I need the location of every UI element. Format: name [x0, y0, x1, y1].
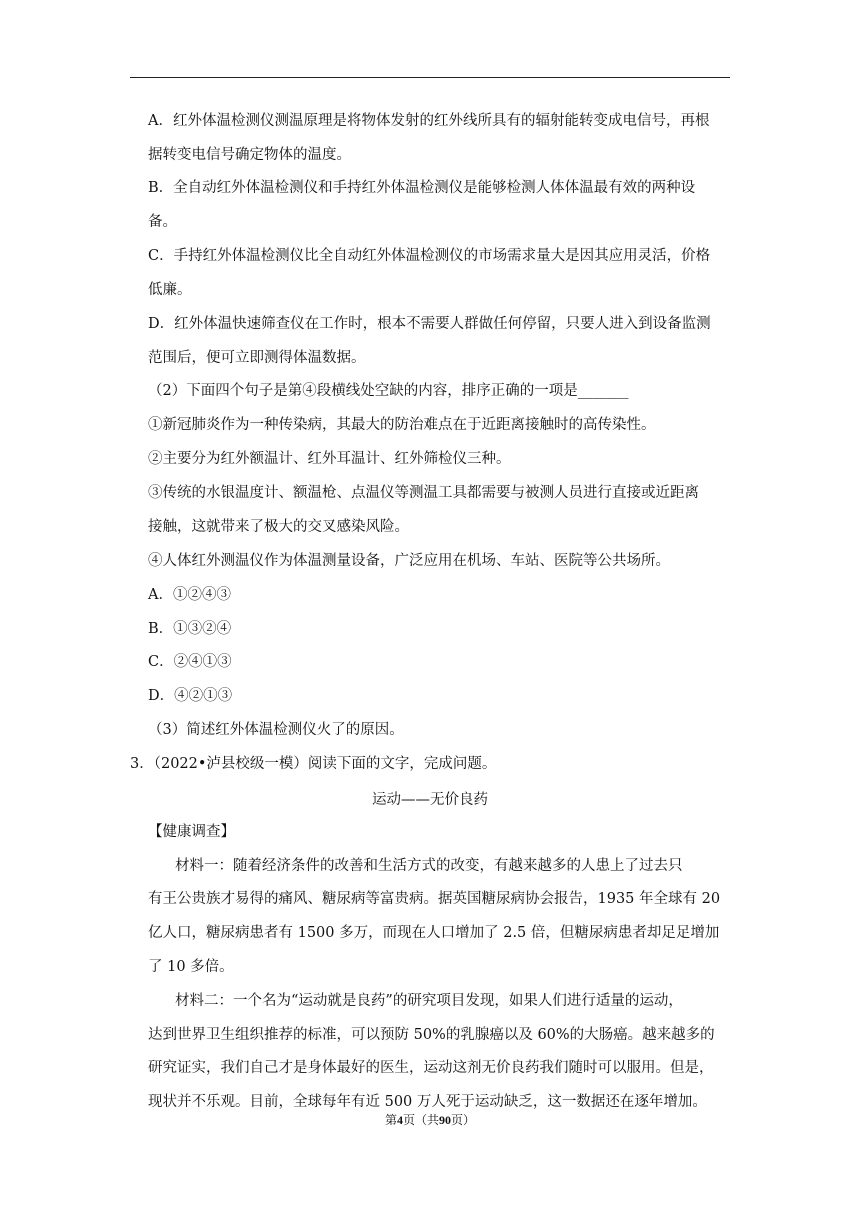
material-1-line-1: 材料一：随着经济条件的改善和生活方式的改变，有越来越多的人患上了过去只	[175, 858, 683, 874]
material-1-line-3: 亿人口，糖尿病患者有 1500 多万，而现在人口增加了 2.5 倍，但糖尿病患者却足足增加	[148, 925, 720, 941]
footer-prefix: 第	[384, 1113, 397, 1127]
sentence-3-line-1: ③传统的水银温度计、额温枪、点温仪等测温工具都需要与被测人员进行直接或近距离	[148, 485, 699, 501]
article-title: 运动——无价良药	[372, 792, 488, 808]
material-2-line-3: 研究证实，我们自己才是身体最好的医生，运动这剂无价良药我们随时可以服用。但是，	[148, 1060, 714, 1076]
option-a-line-1: A．红外体温检测仪测温原理是将物体发射的红外线所具有的辐射能转变成电信号，再根	[148, 113, 710, 129]
sentence-4: ④人体红外测温仪作为体温测量设备，广泛应用在机场、车站、医院等公共场所。	[148, 553, 670, 569]
option-c-line-2: 低廉。	[148, 282, 192, 298]
sentence-1: ①新冠肺炎作为一种传染病，其最大的防治难点在于近距离接触时的高传染性。	[148, 417, 656, 433]
choice-b: B．①③②④	[148, 621, 232, 637]
material-1-line-4: 了 10 多倍。	[148, 959, 234, 975]
option-d-line-2: 范围后，便可立即测得体温数据。	[148, 350, 366, 366]
choice-a: A．①②④③	[148, 587, 231, 603]
question-2: （2）下面四个句子是第④段横线处空缺的内容，排序正确的一项是_______	[148, 383, 629, 399]
footer-page-number: 4	[396, 1113, 403, 1127]
sentence-3-line-2: 接触，这就带来了极大的交叉感染风险。	[148, 519, 409, 535]
footer-suffix: 页）	[451, 1113, 476, 1127]
footer-total-pages: 90	[439, 1113, 451, 1127]
choice-d: D．④②①③	[148, 688, 233, 704]
sentence-2: ②主要分为红外额温计、红外耳温计、红外筛检仪三种。	[148, 451, 511, 467]
section-heading: 【健康调查】	[148, 824, 235, 840]
footer-middle: 页（共	[402, 1113, 439, 1127]
material-2-line-2: 达到世界卫生组织推荐的标准，可以预防 50%的乳腺癌以及 60%的大肠癌。越来越多的	[148, 1027, 715, 1043]
option-b-line-1: B．全自动红外体温检测仪和手持红外体温检测仪是能够检测人体体温最有效的两种设	[148, 180, 696, 196]
question-heading-3: 3．（2022•泸县校级一模）阅读下面的文字，完成问题。	[130, 756, 497, 772]
header-rule	[130, 77, 730, 78]
option-d-line-1: D．红外体温快速筛查仪在工作时，根本不需要人群做任何停留，只要人进入到设备监测	[148, 316, 711, 332]
material-2-line-1: 材料二：一个名为“运动就是良药”的研究项目发现，如果人们进行适量的运动，	[175, 993, 683, 1009]
choice-c: C．②④①③	[148, 654, 232, 670]
page-footer	[0, 1112, 860, 1128]
material-1-line-2: 有王公贵族才易得的痛风、糖尿病等富贵病。据英国糖尿病协会报告，1935 年全球有 20	[148, 891, 721, 907]
option-c-line-1: C．手持红外体温检测仪比全自动红外体温检测仪的市场需求量大是因其应用灵活，价格	[148, 248, 711, 264]
option-a-line-2: 据转变电信号确定物体的温度。	[148, 147, 351, 163]
question-3: （3）简述红外体温检测仪火了的原因。	[148, 722, 404, 738]
material-2-line-4: 现状并不乐观。目前，全球每年有近 500 万人死于运动缺乏，这一数据还在逐年增加。	[148, 1094, 707, 1110]
option-b-line-2: 备。	[148, 214, 177, 230]
